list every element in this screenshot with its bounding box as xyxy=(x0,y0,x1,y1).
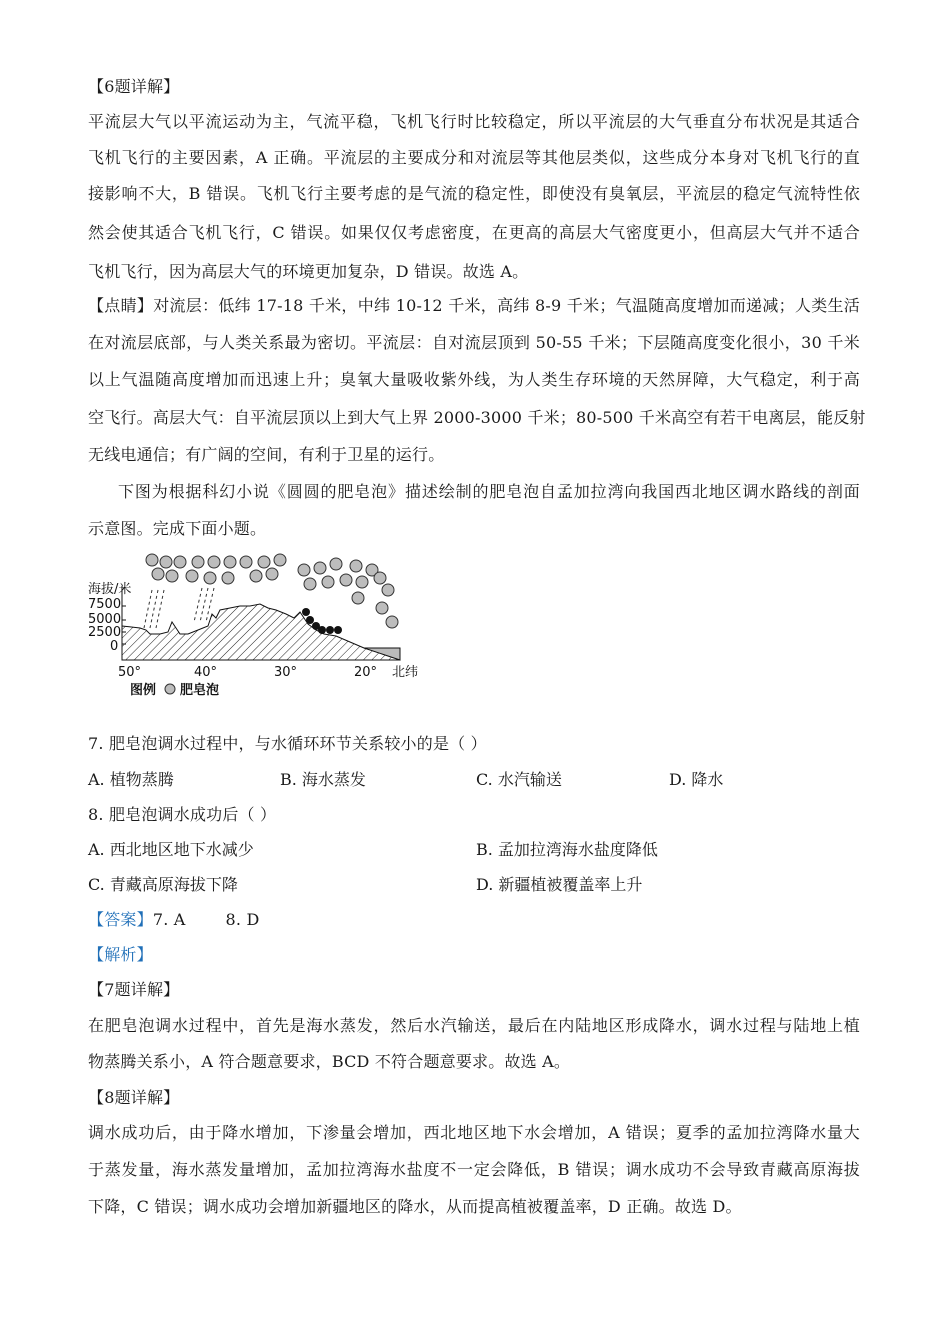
x-tick-label: 40° xyxy=(194,665,218,680)
q7-option-c: C. 水汽输送 xyxy=(476,770,562,789)
answer-q8: 8. D xyxy=(225,910,260,929)
q6-line: 接影响不大，B 错误。飞机飞行主要考虑的是气流的稳定性，即使没有臭氧层，平流层的稳定气流特性依 xyxy=(88,184,860,203)
dianjing-line: 以上气温随高度增加而迅速上升；臭氧大量吸收紫外线，为人类生存环境的天然屏障，大气稳定，利于高 xyxy=(88,370,860,389)
dianjing-label: 【点睛】 xyxy=(88,296,154,315)
terrain-profile xyxy=(122,604,400,660)
legend-item: 肥皂泡 xyxy=(180,683,220,698)
q8-option-b: B. 孟加拉湾海水盐度降低 xyxy=(476,840,658,859)
x-tick-label: 30° xyxy=(274,665,298,680)
x-tick-label: 50° xyxy=(118,665,142,680)
legend-bubble-icon xyxy=(165,684,175,694)
q7-option-b: B. 海水蒸发 xyxy=(280,770,366,789)
q6-heading: 【6题详解】 xyxy=(88,77,180,96)
q8-stem: 8. 肥皂泡调水成功后（ ） xyxy=(88,805,277,824)
q7-option-a: A. 植物蒸腾 xyxy=(88,770,174,789)
q6-line: 飞机飞行的主要因素，A 正确。平流层的主要成分和对流层等其他层类似，这些成分本身对飞机飞行的直 xyxy=(88,148,860,167)
answer-label: 【答案】 xyxy=(88,910,153,929)
q7detail-line: 在肥皂泡调水过程中，首先是海水蒸发，然后水汽输送，最后在内陆地区形成降水，调水过程与陆地上植 xyxy=(88,1016,860,1035)
profile-svg xyxy=(88,548,430,708)
x-tick-label: 20° xyxy=(354,665,378,680)
y-tick-label: 5000 xyxy=(88,612,122,627)
y-tick-label: 7500 xyxy=(88,597,122,612)
profile-figure xyxy=(88,548,430,708)
q7-stem: 7. 肥皂泡调水过程中，与水循环环节关系较小的是（ ） xyxy=(88,734,487,753)
y-tick-label: 0 xyxy=(110,639,119,654)
intro-line: 示意图。完成下面小题。 xyxy=(88,519,267,538)
y-tick-label: 2500 xyxy=(88,625,122,640)
dianjing-line xyxy=(88,295,860,317)
q6-line: 平流层大气以平流运动为主，气流平稳，飞机飞行时比较稳定，所以平流层的大气垂直分布状况是其适合 xyxy=(88,112,860,131)
q8detail-line: 于蒸发量，海水蒸发量增加，孟加拉湾海水盐度不一定会降低，B 错误；调水成功不会导致青藏高原海拔 xyxy=(88,1160,860,1179)
dianjing-line: 在对流层底部，与人类关系最为密切。平流层：自对流层顶到 50-55 千米；下层随高度变化很小，30 千米 xyxy=(88,333,860,352)
q7-option-d: D. 降水 xyxy=(669,770,724,789)
q8-option-c: C. 青藏高原海拔下降 xyxy=(88,875,238,894)
answer-line xyxy=(88,909,260,931)
q7detail-line: 物蒸腾关系小，A 符合题意要求，BCD 不符合题意要求。故选 A。 xyxy=(88,1052,571,1071)
q8detail-heading: 【8题详解】 xyxy=(88,1088,180,1107)
q8-option-d: D. 新疆植被覆盖率上升 xyxy=(476,875,643,894)
y-axis-label: 海拔/米 xyxy=(88,582,132,597)
rain-marks xyxy=(144,588,214,628)
q6-line: 飞机飞行，因为高层大气的环境更加复杂，D 错误。故选 A。 xyxy=(88,262,529,281)
q8detail-line: 下降，C 错误；调水成功会增加新疆地区的降水，从而提高植被覆盖率，D 正确。故选 D。 xyxy=(88,1197,742,1216)
answer-q7: 7. A xyxy=(152,910,186,929)
q7detail-heading: 【7题详解】 xyxy=(88,980,180,999)
x-axis-label: 北纬 xyxy=(392,665,419,680)
dianjing-line: 空飞行。高层大气：自平流层顶以上到大气上界 2000-3000 千米；80-500 千米高空有若干电离层，能反射 xyxy=(88,408,866,427)
q8-option-a: A. 西北地区地下水减少 xyxy=(88,840,254,859)
q8detail-line: 调水成功后，由于降水增加，下渗量会增加，西北地区地下水会增加，A 错误；夏季的孟加拉湾降水量大 xyxy=(88,1123,860,1142)
legend-label: 图例 xyxy=(130,683,157,698)
q6-line: 然会使其适合飞机飞行，C 错误。如果仅仅考虑密度，在更高的高层大气密度更小，但高层大气并不适合 xyxy=(88,223,860,242)
jiexi-label: 【解析】 xyxy=(88,945,153,964)
intro-line: 下图为根据科幻小说《圆圆的肥皂泡》描述绘制的肥皂泡自孟加拉湾向我国西北地区调水路线的剖面 xyxy=(118,482,860,501)
dianjing-line: 无线电通信；有广阔的空间，有利于卫星的运行。 xyxy=(88,445,445,464)
dianjing-text: 对流层：低纬 17-18 千米，中纬 10-12 千米，高纬 8-9 千米；气温随高度增加而递减；人类生活 xyxy=(153,296,860,315)
